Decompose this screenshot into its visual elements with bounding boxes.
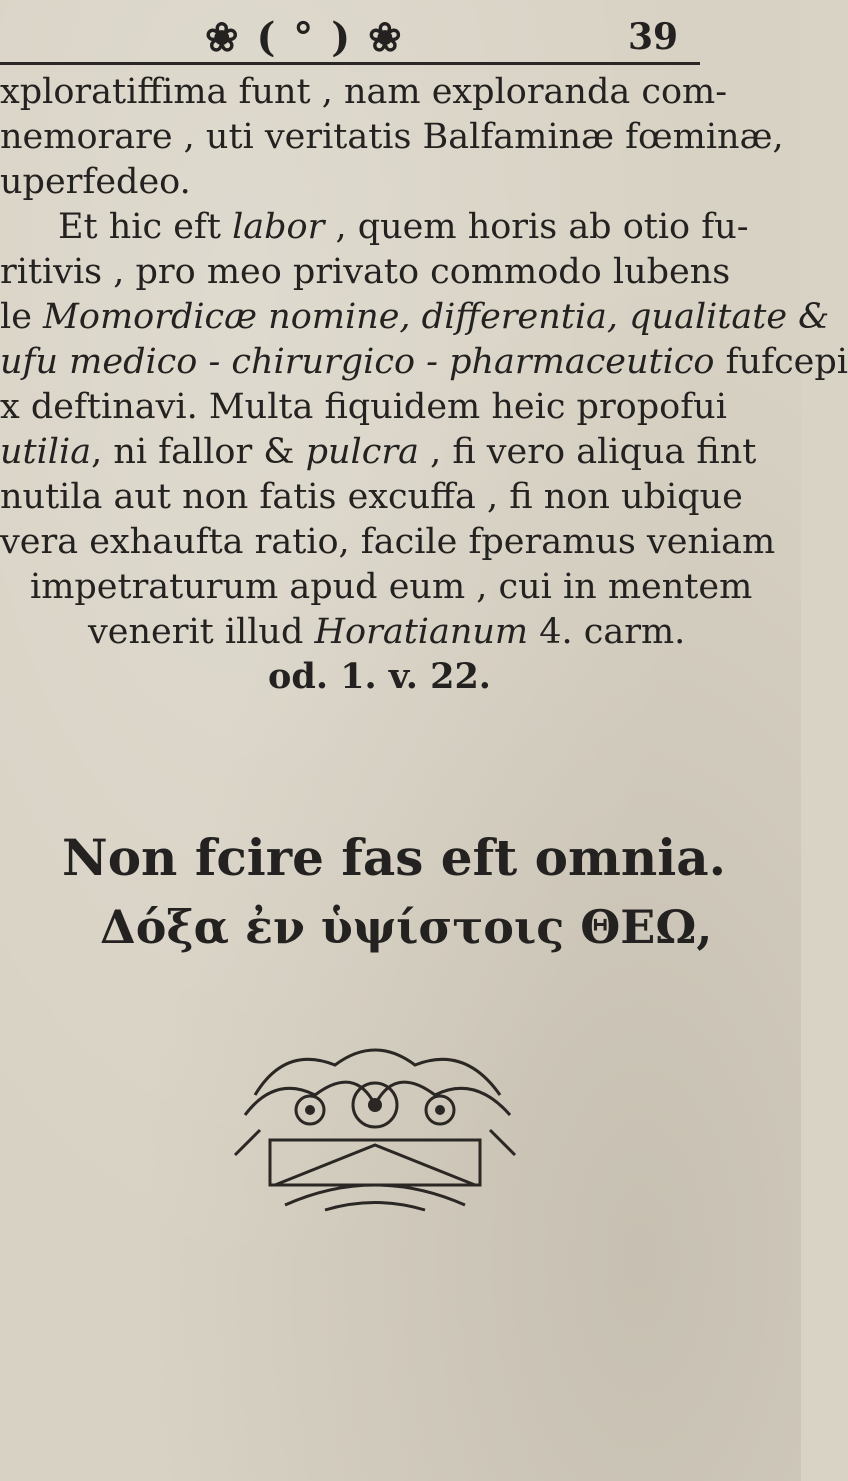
tailpiece-vignette: [215, 1035, 535, 1220]
page-number: 39: [628, 16, 679, 58]
header-rule: [0, 62, 700, 65]
italic-horatianum: Horatianum: [314, 612, 529, 652]
italic-utilia: utilia: [0, 432, 92, 472]
text-segment: Et hic eft: [58, 207, 233, 247]
text-line-7: [0, 340, 848, 384]
italic-usu: ufu medico - chirurgico - pharmaceutico: [0, 342, 715, 382]
text-line-9: [0, 430, 756, 474]
text-line-11: vera exhaufta ratio, facile fperamus veniam: [0, 522, 776, 562]
text-line-6: [0, 295, 829, 339]
text-line-4: [58, 205, 749, 249]
text-line-3: uperfedeo.: [0, 162, 191, 202]
italic-labor: labor: [232, 207, 325, 247]
text-line-12: impetraturum apud eum , cui in mentem: [30, 567, 753, 607]
text-segment: 4. carm.: [528, 612, 686, 652]
text-segment: le: [0, 297, 44, 337]
text-line-8: x deftinavi. Multa fiquidem heic propofui: [0, 387, 727, 427]
text-line-1: xploratiffima funt , nam exploranda com-: [0, 72, 728, 112]
text-line-2: nemorare , uti veritatis Balfaminæ fœminæ,: [0, 117, 784, 157]
text-segment: , ni fallor &: [91, 432, 306, 472]
text-line-13: [88, 610, 685, 654]
text-segment: , fi vero aliqua fint: [418, 432, 757, 472]
text-line-10: nutila aut non fatis excuffa , fi non ubique: [0, 477, 743, 517]
page-header: [0, 8, 801, 66]
greek-motto: Δόξα ἐν ὑψίστοις ΘΕΩ,: [100, 900, 713, 954]
text-segment: fufcepi: [714, 342, 848, 382]
text-line-5: ritivis , pro meo privato commodo lubens: [0, 252, 731, 292]
text-segment: , quem horis ab otio fu-: [324, 207, 749, 247]
motto: Non fcire fas eft omnia.: [62, 828, 727, 887]
head-ornament: ❀ ( ° ) ❀: [205, 14, 404, 61]
text-segment: venerit illud: [88, 612, 315, 652]
italic-momordica: Momordicæ nomine, differentia, qualitate &: [43, 297, 830, 337]
italic-pulcra: pulcra: [305, 432, 419, 472]
text-line-14: od. 1. v. 22.: [268, 656, 491, 697]
